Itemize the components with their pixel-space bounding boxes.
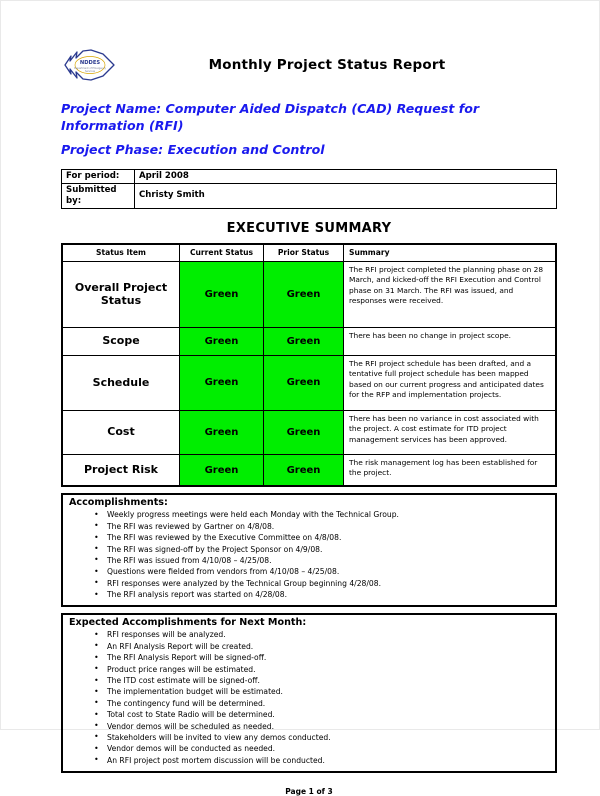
submitted-by-value: Christy Smith <box>135 183 557 208</box>
list-item: • The contingency fund will be determined. <box>107 698 551 709</box>
prior-status-badge: Green <box>264 261 344 327</box>
list-item: • The RFI was reviewed by Gartner on 4/8/08. <box>107 521 551 532</box>
prior-status-badge: Green <box>264 327 344 355</box>
executive-summary-table <box>61 243 557 488</box>
status-table-body <box>62 261 556 486</box>
list-item: • Weekly progress meetings were held each Monday with the Technical Group. <box>107 509 551 520</box>
table-row <box>62 355 556 410</box>
status-item-label: Project Risk <box>62 454 180 486</box>
table-row <box>62 261 556 327</box>
status-item-label: Schedule <box>62 355 180 410</box>
prior-status-badge: Green <box>264 410 344 454</box>
list-item: • The ITD cost estimate will be signed-off. <box>107 675 551 686</box>
list-item: • An RFI project post mortem discussion will be conducted. <box>107 755 551 766</box>
period-table-body <box>62 169 557 208</box>
list-item: • Vendor demos will be conducted as needed. <box>107 743 551 754</box>
nddes-arrowhead-logo-icon <box>61 43 117 87</box>
submitted-by-label: Submitted by: <box>62 183 135 208</box>
list-item: • Total cost to State Radio will be determined. <box>107 709 551 720</box>
accomplishments-list <box>67 509 551 600</box>
period-info-table <box>61 169 557 209</box>
table-row <box>62 169 557 183</box>
current-status-badge: Green <box>180 454 264 486</box>
page-footer: Page 1 of 3 <box>285 787 333 796</box>
for-period-label: For period: <box>62 169 135 183</box>
list-item: • Stakeholders will be invited to view any demos conducted. <box>107 732 551 743</box>
expected-accomplishments-section <box>61 613 557 773</box>
accomplishments-section <box>61 493 557 607</box>
project-phase-heading: Project Phase: Execution and Control <box>61 142 325 158</box>
list-item: • Questions were fielded from vendors from 4/10/08 – 4/25/08. <box>107 566 551 577</box>
column-header-prior-status: Prior Status <box>264 244 344 262</box>
status-item-label: Overall Project Status <box>62 261 180 327</box>
project-name-heading: Project Name: Computer Aided Dispatch (CAD) Request for Information (RFI) <box>61 101 480 133</box>
column-header-current-status: Current Status <box>180 244 264 262</box>
list-item: • Vendor demos will be scheduled as needed. <box>107 721 551 732</box>
list-item: • The RFI analysis report was started on 4/28/08. <box>107 589 551 600</box>
table-row <box>62 454 556 486</box>
svg-text:Department of Emergency: Department of Emergency <box>74 67 106 70</box>
list-item: • The implementation budget will be estimated. <box>107 686 551 697</box>
list-item: • Product price ranges will be estimated. <box>107 664 551 675</box>
status-table-head <box>62 244 556 262</box>
table-row <box>62 183 557 208</box>
executive-summary-title: EXECUTIVE SUMMARY <box>226 220 392 236</box>
status-summary-text: There has been no change in project scope. <box>344 327 557 355</box>
list-item: • An RFI Analysis Report will be created. <box>107 641 551 652</box>
list-item: • RFI responses were analyzed by the Technical Group beginning 4/28/08. <box>107 578 551 589</box>
expected-accomplishments-list <box>67 629 551 766</box>
for-period-value: April 2008 <box>135 169 557 183</box>
status-summary-text: The risk management log has been established for the project. <box>344 454 557 486</box>
status-summary-text: There has been no variance in cost associated with the project. A cost estimate for ITD project management services has been approved. <box>344 410 557 454</box>
column-header-summary: Summary <box>344 244 557 262</box>
current-status-badge: Green <box>180 355 264 410</box>
list-item: • The RFI Analysis Report will be signed-off. <box>107 652 551 663</box>
table-row <box>62 327 556 355</box>
document-header <box>61 41 557 89</box>
status-summary-text: The RFI project completed the planning phase on 28 March, and kicked-off the RFI Execution and Control phase on 31 March. The RFI was issued, and responses were received. <box>344 261 557 327</box>
accomplishments-title: Accomplishments: <box>69 497 168 509</box>
status-item-label: Cost <box>62 410 180 454</box>
table-row <box>62 410 556 454</box>
prior-status-badge: Green <box>264 355 344 410</box>
column-header-status-item: Status Item <box>62 244 180 262</box>
list-item: • The RFI was reviewed by the Executive Committee on 4/8/08. <box>107 532 551 543</box>
expected-accomplishments-title: Expected Accomplishments for Next Month: <box>69 617 307 629</box>
current-status-badge: Green <box>180 261 264 327</box>
svg-text:Services: Services <box>84 70 96 73</box>
current-status-badge: Green <box>180 327 264 355</box>
status-summary-text: The RFI project schedule has been drafted, and a tentative full project schedule has been mapped based on our current progress and anticipated dates for the RFP and implementation projects. <box>344 355 557 410</box>
table-header-row <box>62 244 556 262</box>
logo-text: NDDES <box>79 60 101 66</box>
list-item: • The RFI was issued from 4/10/08 – 4/25/08. <box>107 555 551 566</box>
list-item: • The RFI was signed-off by the Project Sponsor on 4/9/08. <box>107 544 551 555</box>
status-item-label: Scope <box>62 327 180 355</box>
current-status-badge: Green <box>180 410 264 454</box>
page-title: Monthly Project Status Report <box>208 57 446 73</box>
prior-status-badge: Green <box>264 454 344 486</box>
list-item: • RFI responses will be analyzed. <box>107 629 551 640</box>
